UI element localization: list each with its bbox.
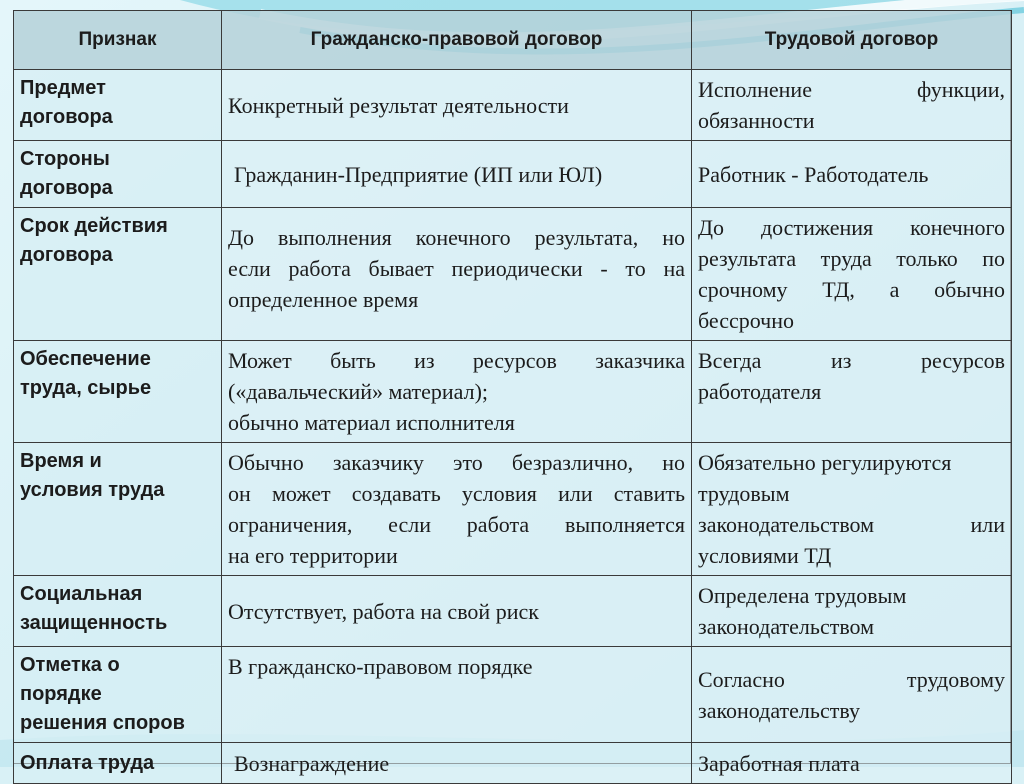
labor-text: бессрочно [698,308,795,333]
civil-text: В гражданско-правовом порядке [228,654,533,679]
row-label-line: Оплата труда [20,751,155,774]
table-row [14,576,1012,647]
civil-cell [222,341,692,443]
civil-text: он может создавать условия или ставить [228,481,685,506]
labor-cell [692,341,1012,443]
civil-cell [222,576,692,647]
civil-text: Обычно заказчику это безразлично, но [228,450,685,475]
row-label-line: защищенность [20,612,168,634]
row-label-line: договора [20,106,113,128]
row-label-line: Срок действия [20,215,168,237]
labor-text: законодательством или [698,512,1005,537]
row-label-line: Время и [20,450,102,472]
contract-comparison-table [13,10,1012,784]
civil-text: ограничения, если работа выполняется [228,512,685,537]
labor-text: законодательством [698,614,875,639]
civil-text: Гражданин-Предприятие (ИП или ЮЛ) [234,161,603,187]
row-label [14,341,222,443]
labor-text: условиями ТД [698,543,832,568]
row-label-line: труда, сырье [20,377,152,399]
labor-cell [692,141,1012,208]
labor-text: обязанности [698,108,815,133]
labor-text: работодателя [698,379,822,404]
row-label [14,208,222,341]
labor-text: Согласно трудовому [698,666,1005,692]
header-labor-contract: Трудовой договор [692,11,1012,70]
labor-cell [692,443,1012,576]
civil-text: Может быть из ресурсов заказчика [228,348,685,373]
civil-cell [222,208,692,341]
header-row [14,11,1012,70]
header-civil-contract: Гражданско-правовой договор [222,11,692,70]
labor-cell [692,70,1012,141]
row-label-line: Социальная [20,583,143,605]
table-row [14,443,1012,576]
labor-text: трудовым [698,481,790,506]
labor-text: Обязательно регулируются [698,450,952,475]
civil-text: До выполнения конечного результата, но [228,225,685,250]
row-label [14,647,222,743]
labor-text: законодательству [698,697,860,723]
labor-cell [692,647,1012,743]
table-row [14,647,1012,743]
civil-cell [222,141,692,208]
row-label [14,576,222,647]
labor-text: Определена трудовым [698,583,907,608]
table-row [14,70,1012,141]
row-label-line: договора [20,244,113,266]
labor-text: результата труда только по [698,246,1005,271]
civil-text: на его территории [228,543,398,568]
labor-text: срочному ТД, а обычно [698,277,1005,302]
civil-text: Отсутствует, работа на свой риск [228,598,539,624]
civil-cell [222,70,692,141]
row-label [14,443,222,576]
labor-cell [692,576,1012,647]
civil-text: («давальческий» материал); [228,379,489,404]
row-label [14,141,222,208]
row-label-line: Отметка о [20,654,120,676]
labor-text: Всегда из ресурсов [698,348,1005,373]
civil-text: определенное время [228,287,419,312]
labor-text: До достижения конечного [698,215,1005,240]
table-row [14,141,1012,208]
row-label-line: порядке [20,683,102,705]
labor-text: Исполнение функции, [698,77,1005,102]
labor-cell [692,208,1012,341]
table-row [14,743,1012,784]
civil-text: если работа бывает периодически - то на [228,256,685,281]
header-criterion: Признак [14,11,222,70]
civil-text: Конкретный результат деятельности [228,92,569,118]
civil-cell [222,743,692,784]
civil-text: Вознаграждение [234,750,390,776]
row-label [14,70,222,141]
row-label-line: решения споров [20,712,185,734]
table-row [14,341,1012,443]
row-label-line: Обеспечение [20,348,151,370]
labor-cell [692,743,1012,784]
civil-cell [222,647,692,743]
row-label [14,743,222,784]
labor-text: Заработная плата [698,750,860,776]
row-label-line: условия труда [20,479,165,501]
labor-text: Работник - Работодатель [698,161,929,187]
table-row [14,208,1012,341]
civil-cell [222,443,692,576]
row-label-line: договора [20,177,113,199]
row-label-line: Предмет [20,77,106,99]
row-label-line: Стороны [20,148,110,170]
civil-text: обычно материал исполнителя [228,410,515,435]
